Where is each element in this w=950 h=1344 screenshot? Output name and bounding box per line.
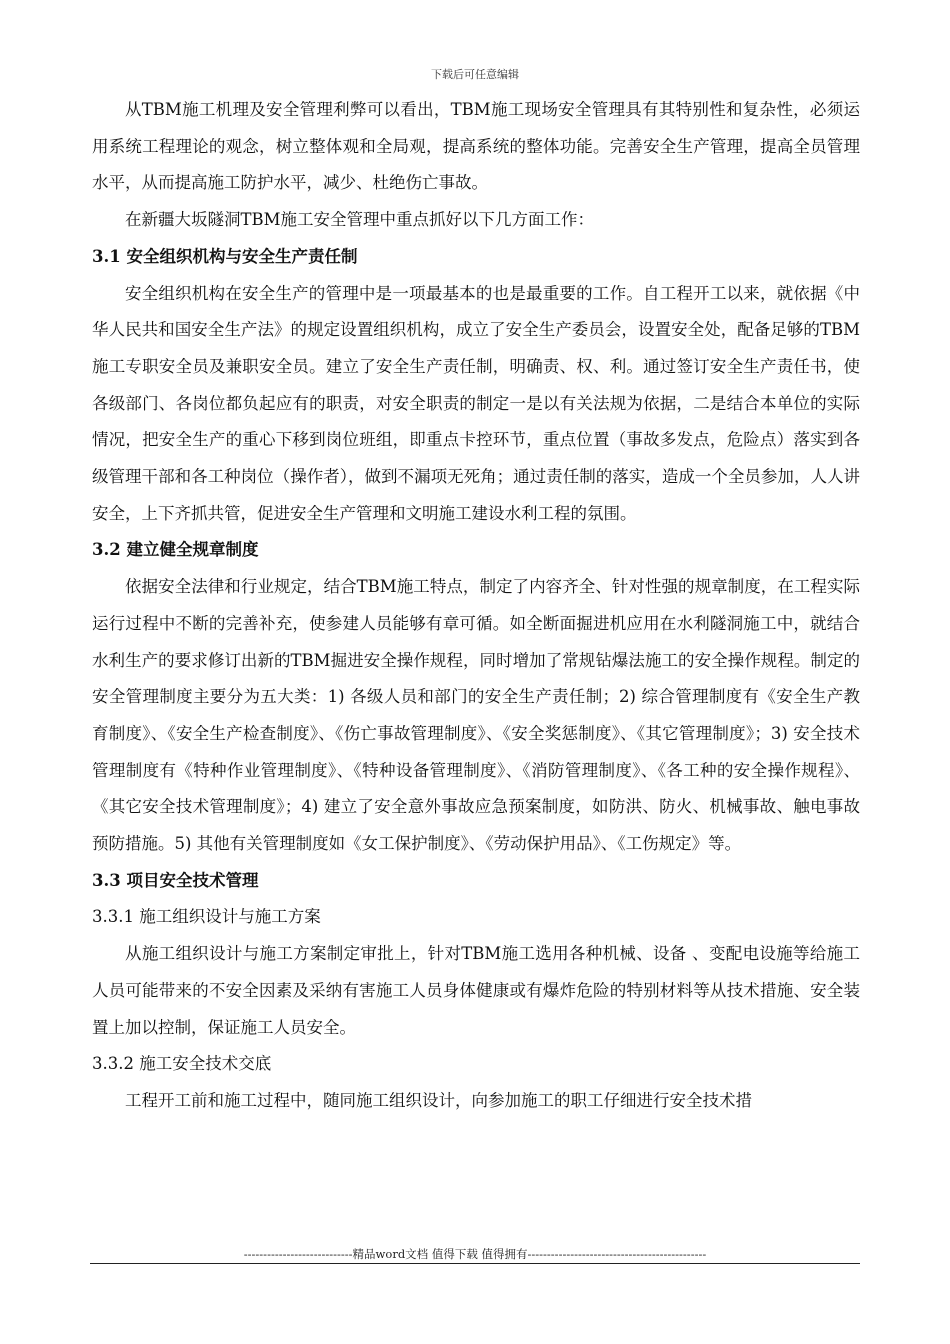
footer-divider (90, 1263, 860, 1264)
paragraph-focus: 在新疆大坂隧洞TBM施工安全管理中重点抓好以下几方面工作： (125, 210, 595, 230)
paragraph-construction-design: 从施工组织设计与施工方案制定审批上，针对TBM施工选用各种机械、设备 、变配电设施等给施工人员可能带来的不安全因素及采纳有害施工人员身体健康或有爆炸危险的特别材料等从技术措施、安全装置上加以控制，保证施工人员安全。 (92, 944, 860, 1037)
paragraph-regulations: 依据安全法律和行业规定，结合TBM施工特点，制定了内容齐全、针对性强的规章制度，在工程实际运行过程中不断的完善补充，使参建人员能够有章可循。如全断面掘进机应用在水利隧洞施工中，就结合水利生产的要求修订出新的TBM掘进安全操作规程，同时增加了常规钻爆法施工的安全操作规程。制定的安全管理制度主要分为五大类：1) 各级人员和部门的安全生产责任制；2) 综合管理制度有《安全生产教育制度》、《安全生产检查制度》、《伤亡事故管理制度》、《安全奖惩制度》、《其它管理制度》；3) 安全技术管理制度有《特种作业管理制度》、《特种设备管理制度》、《消防管理制度》、《各工种的安全操作规程》、《其它安全技术管理制度》；4) 建立了安全意外事故应急预案制度，如防洪、防火、机械事故、触电事故预防措施。5) 其他有关管理制度如《女工保护制度》、《劳动保护用品》、《工伤规定》等。 (92, 577, 860, 854)
paragraph-organization: 安全组织机构在安全生产的管理中是一项最基本的也是最重要的工作。自工程开工以来，就依据《中华人民共和国安全生产法》的规定设置组织机构，成立了安全生产委员会，设置安全处，配备足够的TBM施工专职安全员及兼职安全员。建立了安全生产责任制，明确责、权、利。通过签订安全生产责任书，使各级部门、各岗位都负起应有的职责，对安全职责的制定一是以有关法规为依据，二是结合本单位的实际情况，把安全生产的重心下移到岗位班组，即重点卡控环节，重点位置（事故多发点，危险点）落实到各级管理干部和各工种岗位（操作者），做到不漏项无死角；通过责任制的落实，造成一个全员参加，人人讲安全，上下齐抓共管，促进安全生产管理和文明施工建设水利工程的氛围。 (92, 283, 860, 523)
paragraph-intro: 从TBM施工机理及安全管理利弊可以看出，TBM施工现场安全管理具有其特别性和复杂性，必须运用系统工程理论的观念，树立整体观和全局观，提高系统的整体功能。完善安全生产管理，提高全员管理水平，从而提高施工防护水平，减少、杜绝伤亡事故。 (92, 100, 860, 193)
header-note: 下载后可任意编辑 (431, 68, 519, 81)
subsection-heading-3-3-1: 3.3.1 施工组织设计与施工方案 (92, 907, 321, 927)
document-body (92, 92, 860, 1120)
section-heading-3-2: 3.2 建立健全规章制度 (92, 540, 259, 560)
section-heading-3-3: 3.3 项目安全技术管理 (92, 870, 259, 890)
paragraph-safety-briefing: 工程开工前和施工过程中，随同施工组织设计，向参加施工的职工仔细进行安全技术措 (125, 1090, 752, 1110)
section-heading-3-1: 3.1 安全组织机构与安全生产责任制 (92, 246, 358, 266)
subsection-heading-3-3-2: 3.3.2 施工安全技术交底 (92, 1054, 272, 1074)
footer-note: ----------------------------精品word文档 值得下载 值得拥有---------------------------------------------- (243, 1247, 707, 1261)
